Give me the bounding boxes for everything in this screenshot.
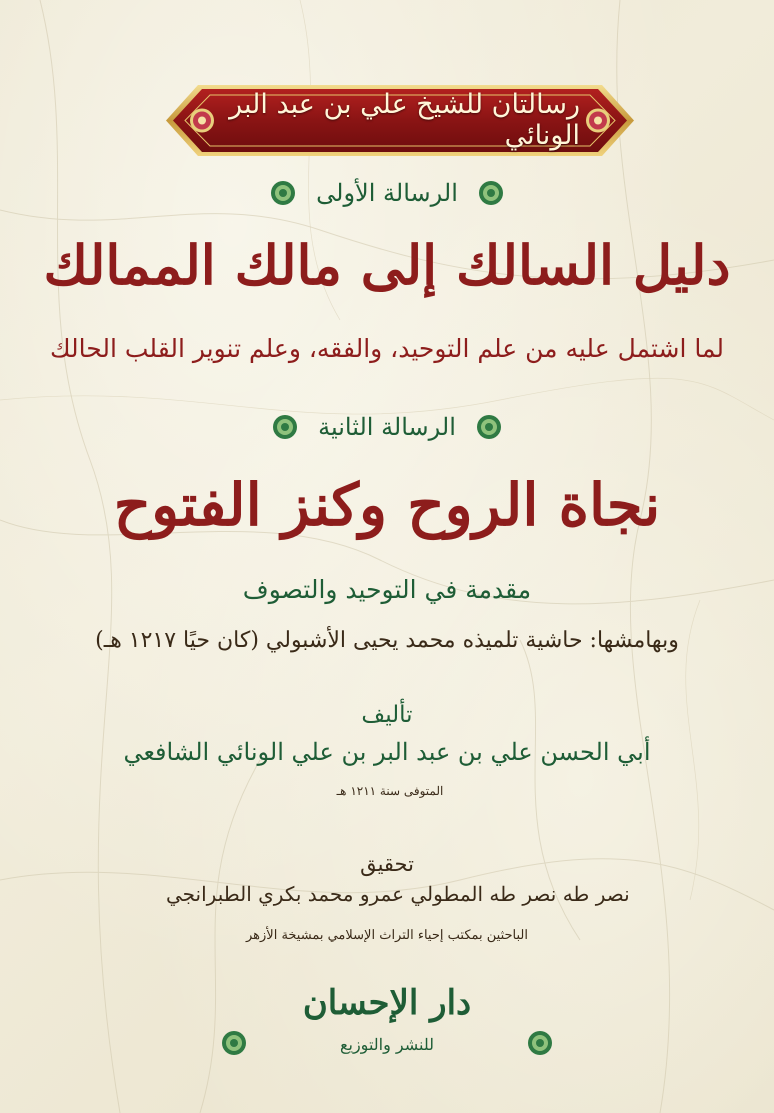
second-epistle-subtitle: مقدمة في التوحيد والتصوف bbox=[242, 575, 532, 604]
rosette-icon bbox=[272, 414, 298, 440]
margin-note: وبهامشها: حاشية تلميذه محمد يحيى الأشبولي (كان حيًا ١٢١٧ هـ) bbox=[95, 628, 679, 653]
rosette-icon bbox=[527, 1030, 553, 1056]
authorship-label: تأليف bbox=[361, 702, 413, 728]
rosette-icon bbox=[476, 414, 502, 440]
rosette-icon bbox=[478, 180, 504, 206]
editor-left: عمرو محمد بكري الطبرانجي bbox=[165, 882, 405, 906]
editing-label: تحقيق bbox=[360, 852, 414, 876]
first-epistle-heading bbox=[0, 176, 774, 210]
rosette-icon bbox=[270, 180, 296, 206]
banner-title: رسالتان للشيخ علي بن عبد البر الونائي bbox=[229, 89, 580, 151]
publisher-logo-name: دار الإحسان bbox=[302, 983, 472, 1023]
first-epistle-title: دليل السالك إلى مالك الممالك bbox=[43, 233, 731, 297]
second-epistle-label: الرسالة الثانية bbox=[318, 413, 456, 441]
editor-right: نصر طه نصر طه المطولي bbox=[410, 882, 630, 906]
author-death-date: المتوفى سنة ١٢١١ هـ bbox=[336, 784, 444, 798]
second-epistle-title: نجاة الروح وكنز الفتوح bbox=[113, 471, 661, 539]
second-epistle-heading bbox=[0, 410, 774, 444]
publisher-tagline: للنشر والتوزيع bbox=[339, 1035, 435, 1054]
first-epistle-subtitle: لما اشتمل عليه من علم التوحيد، والفقه، وعلم تنوير القلب الحالك bbox=[49, 334, 725, 363]
author-name: أبي الحسن علي بن عبد البر بن علي الونائي الشافعي bbox=[123, 738, 651, 766]
first-epistle-label: الرسالة الأولى bbox=[316, 179, 458, 207]
editors-affiliation: الباحثين بمكتب إحياء التراث الإسلامي بمشيخة الأزهر bbox=[245, 928, 528, 943]
rosette-icon bbox=[221, 1030, 247, 1056]
